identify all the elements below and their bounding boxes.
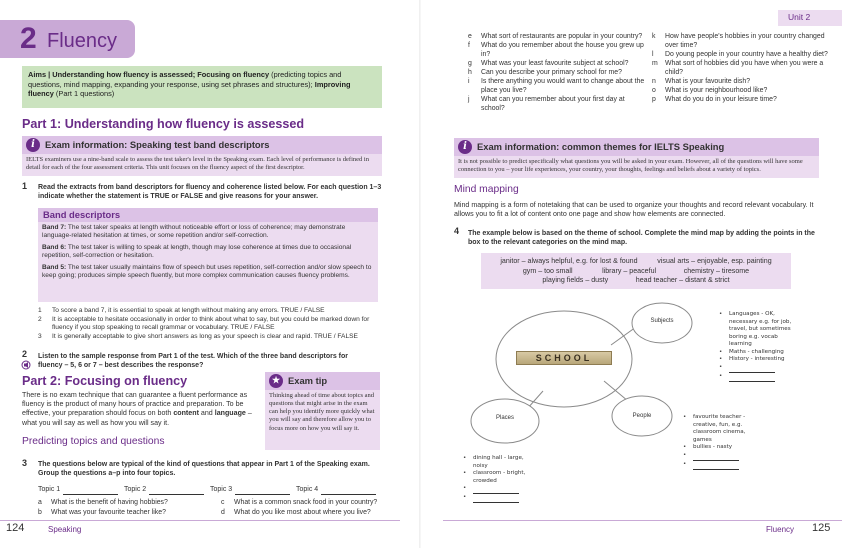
school-sign: SCHOOL [516, 351, 612, 365]
blank-line[interactable]: • [463, 494, 538, 503]
band-6 [42, 244, 376, 261]
tf-item: 3 It is generally acceptable to give short answers as long as your speech is clear and rapid. TRUE / FALSE [38, 332, 358, 340]
band-7-label: Band 7: [42, 224, 67, 231]
mind-mapping-heading: Mind mapping [454, 184, 519, 195]
page-number-left: 124 [6, 522, 25, 534]
people-label: People [632, 413, 652, 419]
unit-tab: Unit 2 [778, 10, 842, 26]
info-icon: i [26, 138, 40, 152]
exam-tip-text: Thinking ahead of time about topics and questions that might arise in the exam can help you identify more quickly what you will say and therefore allow you to focus more on how you will say it. [269, 392, 375, 432]
common-themes-title: Exam information: common themes for IELTS Speaking [477, 141, 725, 153]
footer-line [443, 520, 842, 521]
q3-item: e What sort of restaurants are popular in your country? [468, 33, 643, 40]
aims-rest: (predicting topics and questions, mind mapping, expanding your response, using set phrases and structures); [28, 70, 342, 89]
exam-info-header [22, 136, 382, 154]
right-page [421, 0, 842, 548]
q3-items [38, 499, 383, 518]
q3-item: n What is your favourite dish? [652, 77, 751, 85]
blank-line[interactable]: • [463, 485, 538, 494]
blank-line[interactable]: • [683, 452, 763, 461]
q4-text: The example below is based on the theme of school. Complete the mind map by adding the points in the box to the relevant categories on the mind map. [468, 230, 815, 247]
people-notes [683, 414, 763, 470]
common-themes-box [454, 138, 819, 178]
exam-info-title: Exam information: Speaking test band descriptors [45, 139, 270, 151]
places-label: Places [495, 415, 514, 421]
common-themes-header [454, 138, 819, 156]
common-themes-text: It is not possible to predict specifically what questions you will be asked in your exam. However, all of the questions will have some connection to you – your life experiences, your country, your thoughts, feelings and beliefs about a variety of topics. [458, 158, 803, 174]
blank-line[interactable]: • [719, 373, 799, 382]
q4-number: 4 [454, 226, 460, 236]
link-subjects [611, 327, 636, 345]
q3-text: The questions below are typical of the kind of questions that appear in Part 1 of the Speaking exam. Group the questions a–p into four topics. [38, 461, 370, 478]
q3-item: m What sort of hobbies did you have when you were a child? [652, 59, 824, 76]
q2-number: 2 [22, 349, 28, 359]
band-descriptors-header: Band descriptors [38, 208, 378, 222]
info-icon: i [458, 140, 472, 154]
aims-box [22, 66, 382, 108]
q3-item: o What is your neighbourhood like? [652, 86, 768, 94]
q3-number: 3 [22, 458, 28, 468]
note-item: • History - interesting [719, 356, 785, 363]
tf-item: 1 To score a band 7, it is essential to speak at length without making any errors. TRUE / FALSE [38, 307, 325, 314]
footer-section-right: Fluency [766, 525, 795, 534]
mind-mapping-text: Mind mapping is a form of notetaking that can be used to organize your thoughts and record relevant vocabulary. It allows you to fit a lot of content onto one page and show how elements are connected. [454, 201, 814, 219]
band-7 [42, 224, 376, 241]
q3-item: c What is a common snack food in your country? [221, 499, 378, 506]
topic-2[interactable]: Topic 2 [124, 486, 204, 495]
predicting-heading: Predicting topics and questions [22, 436, 165, 447]
footer-line [0, 520, 400, 521]
blank-line[interactable]: • [683, 461, 763, 470]
exam-tip-box [265, 372, 380, 450]
band-5-text: The test taker usually maintains flow of speech but uses repetition, self-correction and/or slow speech to keep going; produces simple speech fluently, but more complex communication causes fluency problems. [42, 263, 372, 280]
true-false-list [38, 307, 383, 341]
exam-info-box [22, 136, 382, 176]
word-line: gym – too small library – peaceful chemistry – tiresome [522, 266, 750, 275]
topic-1[interactable]: Topic 1 [38, 486, 118, 495]
page-number-right: 125 [812, 522, 831, 534]
link-people [604, 381, 628, 401]
aims-lead-2: Improving fluency [28, 79, 351, 99]
note-item: • Languages - OK, necessary e.g. for job, travel, but sometimes boring e.g. vocab learning [719, 311, 792, 348]
q3-item: h Can you describe your primary school for me? [468, 68, 622, 76]
subjects-notes [719, 311, 799, 382]
q3-item: f What do you remember about the house you grew up in? [468, 41, 644, 58]
note-item: • Maths - challenging [719, 348, 784, 355]
subjects-label: Subjects [650, 318, 674, 324]
band-6-text: The test taker is willing to speak at length, though may lose coherence at times due to occasional repetition, self-correction or hesitation. [42, 243, 352, 260]
exam-info-text: IELTS examiners use a nine-band scale to assess the test taker's level in the Speaking exam. Each level of performance is defined in detail for each of the four assessment criteria. This unit focuses on the fluency aspect of the first descriptor. [26, 156, 369, 172]
q2-text: Listen to the sample response from Part 1 of the test. Which of the three band descriptors for fluency – 5, 6 or 7 – best describes the response? [38, 353, 348, 370]
q3-item: i Is there anything you would want to change about the place you live? [468, 77, 645, 94]
word-line: playing fields – dusty head teacher – distant & strict [542, 276, 730, 285]
band-5-label: Band 5: [42, 263, 67, 271]
blank-line[interactable]: • [719, 364, 799, 373]
band-6-label: Band 6: [42, 243, 67, 251]
questions-col-2 [652, 33, 832, 105]
chapter-number: 2 [20, 22, 37, 55]
chapter-title: Fluency [47, 30, 118, 52]
band-7-text: The test taker speaks at length without noticeable effort or loss of coherence; may demonstrate language-related hesitation at times, or some repetition and/or self-correction. [42, 224, 346, 240]
places-notes [463, 455, 538, 503]
aims-rest-2: (Part 1 questions) [53, 89, 115, 99]
q3-item: d What do you like most about where you live? [221, 508, 371, 516]
topics-row [38, 486, 383, 495]
exam-tip-header [265, 372, 380, 390]
aims-lead: Aims | Understanding how fluency is assessed; Focusing on fluency [28, 70, 270, 79]
q3-item: b What was your favourite teacher like? [38, 508, 166, 516]
topic-4[interactable]: Topic 4 [296, 486, 376, 495]
topic-3[interactable]: Topic 3 [210, 486, 290, 495]
part2-text: There is no exam technique that can guarantee a fluent performance as fluency is the product of many hours of practice and preparation. To be effective, your preparation should focus on both content and language – what you will say as well as how you will say it. [22, 391, 252, 427]
note-item: • favourite teacher - creative, fun, e.g. classroom cinema, games [683, 414, 746, 443]
tf-item: 2 It is acceptable to hesitate occasionally in order to think about what to say, but you could be marked down for fluency if you stop speaking to recall grammar or vocabulary. TRUE / FALSE [38, 315, 370, 332]
note-item: • dining hall - large, noisy [463, 455, 524, 469]
q3-item: k How have people's hobbies in your country changed over time? [652, 33, 825, 49]
audio-icon[interactable] [21, 360, 31, 370]
q3-item: p What do you do in your leisure time? [652, 95, 777, 103]
lightbulb-icon: ★ [269, 374, 283, 388]
q1-text: Read the extracts from band descriptors for fluency and coherence listed below. For each question 1–3 indicate whether the statement is TRUE or FALSE and give reasons for your answer. [38, 184, 382, 201]
note-item: • bullies - nasty [683, 444, 733, 451]
footer-section-left: Speaking [48, 525, 82, 534]
word-line: janitor – always helpful, e.g. for lost & found visual arts – enjoyable, esp. painting [500, 257, 772, 265]
q3-item: g What was your least favourite subject at school? [468, 59, 629, 67]
q1-number: 1 [22, 181, 28, 191]
note-item: • classroom - bright, crowded [463, 470, 526, 484]
band-descriptors-text [42, 224, 376, 284]
questions-col-1 [468, 33, 648, 114]
q3-item: l Do young people in your country have a healthy diet? [652, 50, 828, 58]
part1-heading: Part 1: Understanding how fluency is assessed [22, 117, 305, 131]
q3-item: j What can you remember about your first day at school? [468, 95, 625, 112]
exam-tip-title: Exam tip [288, 375, 328, 387]
band-5 [42, 264, 376, 281]
part2-heading: Part 2: Focusing on fluency [22, 374, 188, 388]
word-box [481, 253, 791, 289]
q3-item: a What is the benefit of having hobbies? [38, 499, 168, 506]
